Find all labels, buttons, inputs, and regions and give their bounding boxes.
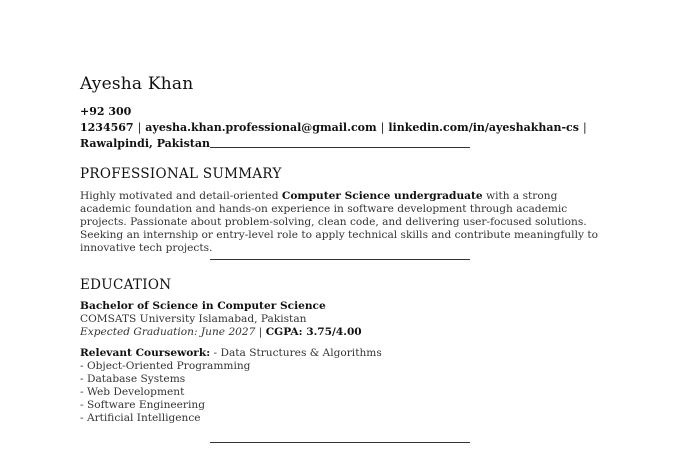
- summary-highlight: Computer Science undergraduate: [281, 190, 483, 202]
- contact-line: [80, 104, 610, 152]
- coursework-item: - Software Engineering: [80, 399, 205, 411]
- coursework-item: - Artificial Intelligence: [80, 412, 201, 424]
- coursework-item: - Object-Oriented Programming: [80, 360, 251, 372]
- linkedin-link[interactable]: linkedin.com/in/ayeshakhan-cs: [388, 121, 579, 134]
- graduation-date: Expected Graduation: June 2027: [80, 326, 256, 338]
- coursework-label: Relevant Coursework:: [80, 347, 211, 359]
- graduation-line: Expected Graduation: June 2027 | CGPA: 3.75/4.00: [80, 326, 362, 338]
- degree-title: Bachelor of Science in Computer Science: [80, 300, 326, 312]
- coursework-block: [80, 347, 600, 425]
- phone-number: +92 300 1234567: [80, 105, 134, 134]
- cgpa: CGPA: 3.75/4.00: [265, 326, 362, 338]
- location: Rawalpindi, Pakistan: [80, 137, 210, 150]
- summary-paragraph: [80, 190, 605, 255]
- email-address[interactable]: ayesha.khan.professional@gmail.com: [145, 121, 377, 134]
- divider: [210, 147, 470, 148]
- candidate-name: Ayesha Khan: [80, 74, 194, 94]
- summary-text-start: Highly motivated and detail-oriented: [80, 190, 282, 202]
- divider: [210, 259, 470, 260]
- coursework-item: - Web Development: [80, 386, 185, 398]
- separator: |: [380, 121, 385, 134]
- section-title-education: EDUCATION: [80, 277, 172, 293]
- university-name: COMSATS University Islamabad, Pakistan: [80, 313, 307, 325]
- summary-text-end: with a strong academic foundation and hands-on experience in software development through academic projects. Passionate about problem-solving, clean code, and delivering user-focused solutions. Seeking an internship or entry-level role to apply technical skills and contribute meaningfully to innovative tech projects.: [80, 190, 598, 254]
- coursework-item: - Data Structures & Algorithms: [213, 347, 382, 359]
- section-title-summary: PROFESSIONAL SUMMARY: [80, 166, 282, 182]
- separator: |: [137, 121, 142, 134]
- coursework-item: - Database Systems: [80, 373, 186, 385]
- separator: |: [582, 121, 587, 134]
- divider: [210, 442, 470, 443]
- education-entry: [80, 300, 600, 425]
